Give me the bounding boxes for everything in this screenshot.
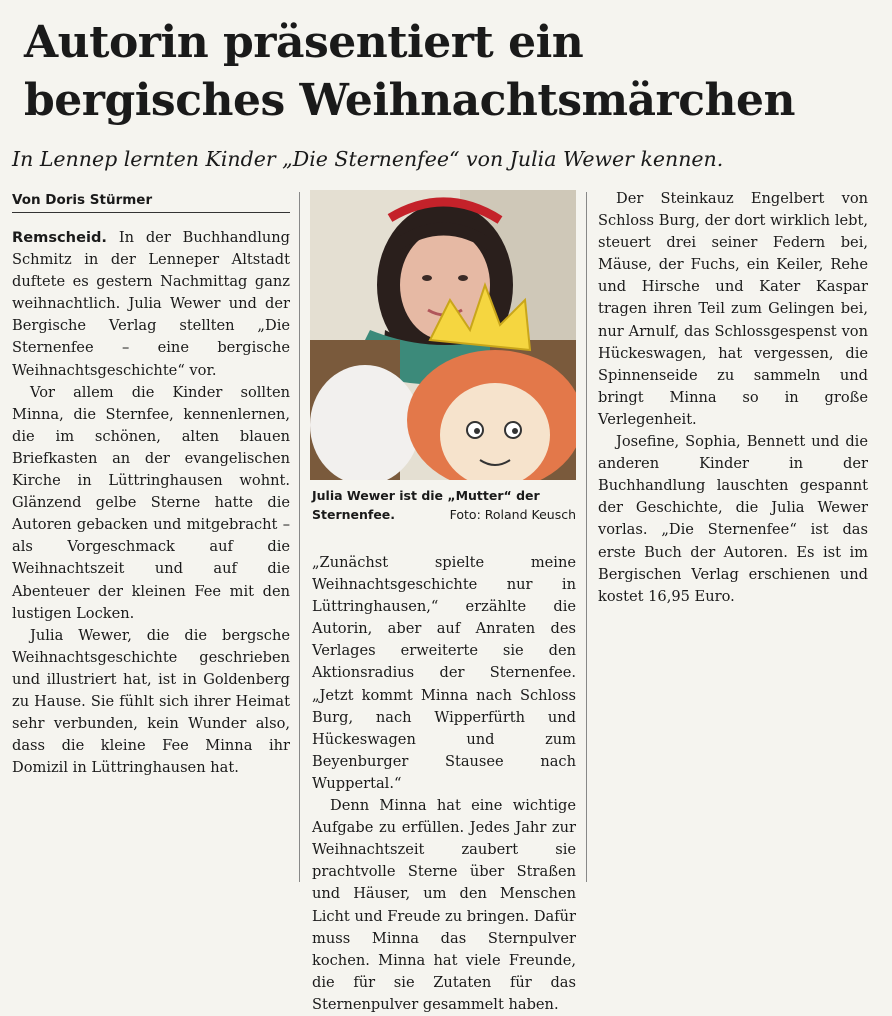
article-paragraph: Julia Wewer, die die bergsche Weihnachtsgeschichte geschrieben und illustriert hat, ist in Goldenberg zu Hause. Sie fühlt sich ihrer Heimat sehr verbunden, kein Wunder also, dass die kleine Fee Minna ihr Domizil in Lüttringhausen hat. [12, 626, 290, 777]
caption-text: Julia Wewer ist die „Mutter“ der Sternenfee. [312, 488, 540, 522]
photo-illustration [310, 190, 576, 480]
article-paragraph [12, 227, 290, 382]
article-column-2 [312, 552, 576, 1016]
byline: Von Doris Stürmer [12, 190, 290, 213]
article-column-1 [12, 190, 290, 779]
article-paragraph: Denn Minna hat eine wichtige Aufgabe zu erfüllen. Jedes Jahr zur Weihnachtszeit zaubert sie prachtvolle Sterne über Straßen und Häuser, um den Menschen Licht und Freude zu bringen. Dafür muss Minna das Sternpulver kochen. Minna hat viele Freunde, die für sie Zutaten für das Sternenpulver gesammelt haben. [312, 797, 576, 1013]
article-paragraph: Josefine, Sophia, Bennett und die anderen Kinder in der Buchhandlung lauschten gespannt der Geschichte, die Julia Wewer vorlas. „Die Sternenfee“ ist das erste Buch der Autoren. Es ist im Bergischen Verlag erschienen und kostet 16,95 Euro. [598, 433, 868, 605]
article-paragraph: Vor allem die Kinder sollten Minna, die Sternfee, kennenlernen, die im schönen, alten blauen Briefkasten an der evangelischen Kirche in Lüttringhausen wohnt. Glänzend gelbe Sterne hatte die Autoren gebacken und mitgebracht – als Vorgeschmack auf die Weihnachtszeit und auf die Abenteuer der kleinen Fee mit den lustigen Locken. [12, 383, 290, 622]
column-divider [586, 192, 587, 882]
article-photo [310, 190, 576, 480]
photo-credit: Foto: Roland Keusch [449, 507, 576, 522]
article-column-3 [598, 188, 868, 608]
paragraph-text: In der Buchhandlung Schmitz in der Lenneper Altstadt duftete es gestern Nachmittag ganz weihnachtlich. Julia Wewer und der Bergische Verlag stellten „Die Sternenfee – eine bergische Weihnachtsgeschichte“ vor. [12, 229, 290, 379]
headline [24, 14, 874, 130]
subheadline: In Lennep lernten Kinder „Die Sternenfee“ von Julia Wewer kennen. [12, 147, 724, 171]
column-divider [299, 192, 300, 882]
photo-caption [312, 486, 576, 524]
article-paragraph: Der Steinkauz Engelbert von Schloss Burg, der dort wirklich lebt, steuert drei seiner Federn bei, Mäuse, der Fuchs, ein Keiler, Rehe und Hirsche und Kater Kaspar tragen ihren Teil zum Gelingen bei, nur Arnulf, das Schlossgespenst von Hückeswagen, hat vergessen, die Spinnenseide zu sammeln und bringt Minna so in große Verlegenheit. [598, 190, 868, 428]
headline-line-2: bergisches Weihnachtsmärchen [24, 75, 795, 126]
headline-line-1: Autorin präsentiert ein [24, 17, 584, 68]
article-paragraph: „Zunächst spielte meine Weihnachtsgeschichte nur in Lüttringhausen,“ erzählte die Autorin, aber auf Anraten des Verlages erweiterte sie den Aktionsradius der Sternenfee. „Jetzt kommt Minna nach Schloss Burg, nach Wipperfürth und Hückeswagen und zum Beyenburger Stausee nach Wuppertal.“ [312, 554, 576, 792]
dateline: Remscheid. [12, 229, 107, 246]
